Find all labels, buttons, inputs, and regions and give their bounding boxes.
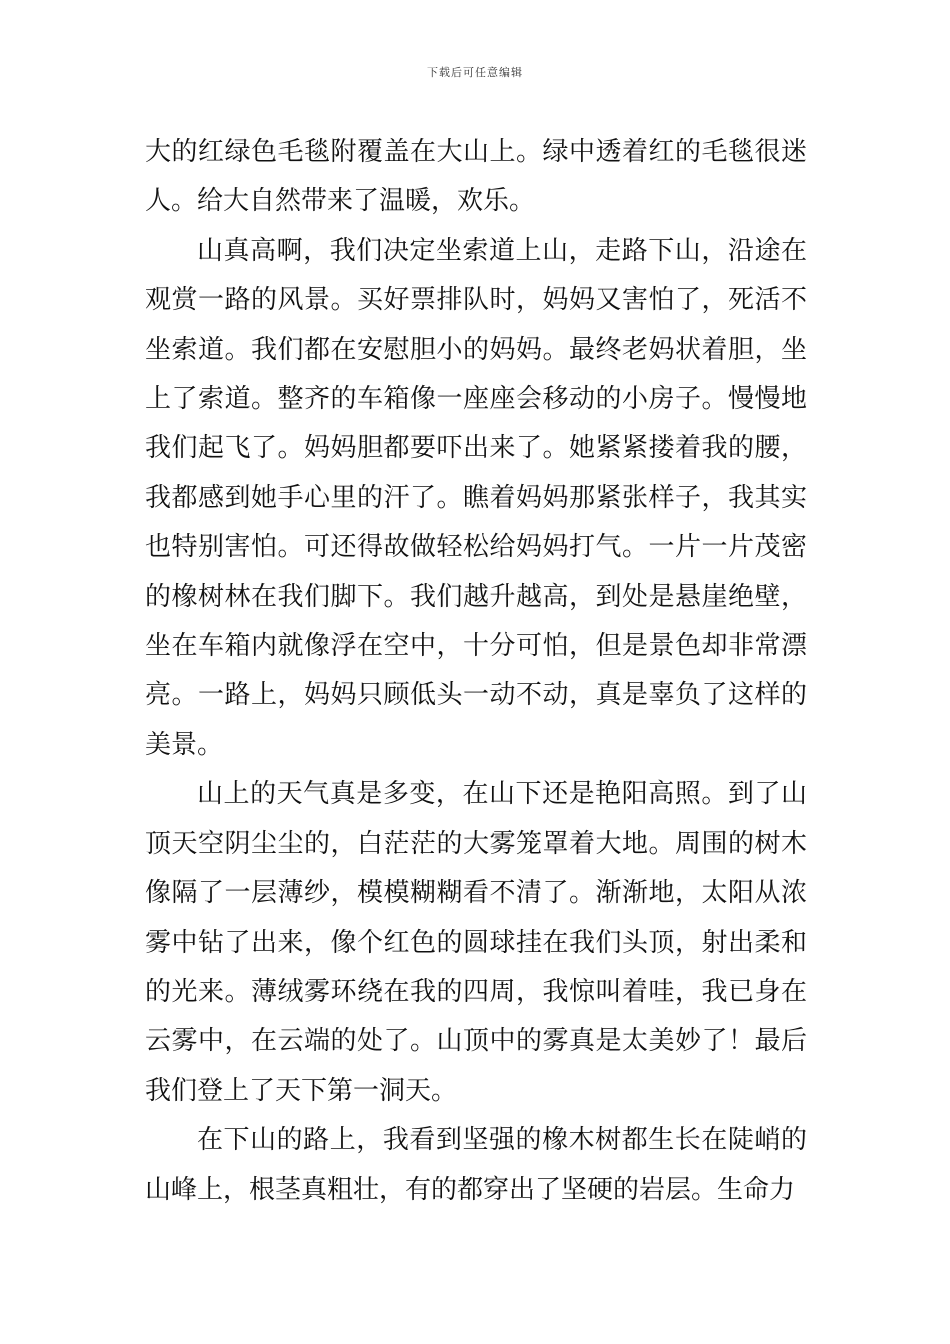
paragraph-3: 山上的天气真是多变，在山下还是艳阳高照。到了山顶天空阴尘尘的，白茫茫的大雾笼罩着大地。周围的树木像隔了一层薄纱，模模糊糊看不清了。渐渐地，太阳从浓雾中钻了出来，像个红色的圆球挂在我们头顶，射出柔和的光来。薄绒雾环绕在我的四周，我惊叫着哇，我已身在云雾中，在云端的处了。山顶中的雾真是太美妙了！最后我们登上了天下第一洞天。 [145,779,807,1106]
paragraph-1: 大的红绿色毛毯附覆盖在大山上。绿中透着红的毛毯很迷人。给大自然带来了温暖，欢乐。 [145,137,807,217]
paragraph-4: 在下山的路上，我看到坚强的橡木树都生长在陡峭的山峰上，根茎真粗壮，有的都穿出了坚硬的岩层。生命力 [145,1125,807,1205]
paragraph-2: 山真高啊，我们决定坐索道上山，走路下山，沿途在观赏一路的风景。买好票排队时，妈妈又害怕了，死活不坐索道。我们都在安慰胆小的妈妈。最终老妈状着胆，坐上了索道。整齐的车箱像一座座会移动的小房子。慢慢地我们起飞了。妈妈胆都要吓出来了。她紧紧搂着我的腰，我都感到她手心里的汗了。瞧着妈妈那紧张样子，我其实也特别害怕。可还得故做轻松给妈妈打气。一片一片茂密的橡树林在我们脚下。我们越升越高，到处是悬崖绝壁，坐在车箱内就像浮在空中，十分可怕，但是景色却非常漂亮。一路上，妈妈只顾低头一动不动，真是辜负了这样的美景。 [145,235,807,760]
page-header-note: 下载后可任意编辑 [427,66,523,79]
document-body [145,128,807,1215]
